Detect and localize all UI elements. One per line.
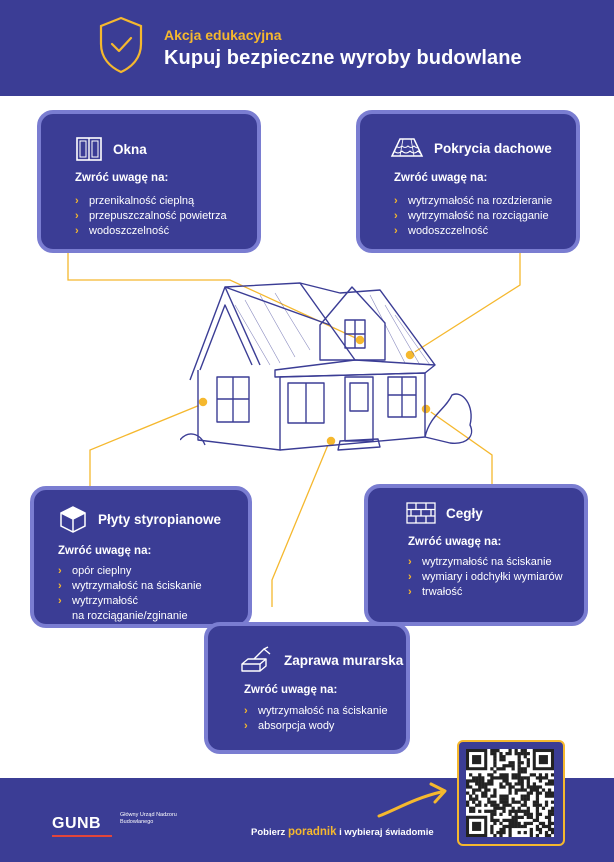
card-zaprawa-list (244, 704, 388, 734)
list-item: › przenikalność cieplną (75, 195, 195, 207)
list-item: › wytrzymałość na ściskanie (408, 556, 552, 568)
list-item: › opór cieplny (58, 565, 132, 577)
logo-underline (52, 835, 112, 837)
house-illustration (180, 265, 480, 475)
list-item: › wytrzymałość na ściskanie (58, 580, 202, 592)
foam-board-icon (58, 504, 88, 534)
chevron-right-icon: › (394, 210, 398, 222)
card-cegly (364, 484, 588, 626)
card-pokrycia-title: Pokrycia dachowe (434, 140, 552, 156)
list-item: › wytrzymałość na rozciąganie (394, 210, 549, 222)
bricks-icon (406, 502, 436, 524)
card-okna-subtitle: Zwróć uwagę na: (75, 172, 169, 184)
roof-tiles-icon (390, 136, 424, 160)
list-item: › wodoszczelność (394, 225, 489, 237)
chevron-right-icon: › (394, 225, 398, 237)
list-item: › przepuszczalność powietrza (75, 210, 227, 222)
chevron-right-icon: › (394, 195, 398, 207)
qr-code-icon[interactable] (466, 749, 554, 837)
chevron-right-icon: › (408, 586, 412, 598)
window-icon (75, 136, 103, 162)
list-item: › wytrzymałość na rozciąganie/zginanie (58, 595, 188, 622)
chevron-right-icon: › (408, 571, 412, 583)
card-zaprawa-title: Zaprawa murarska (284, 652, 404, 668)
chevron-right-icon: › (75, 195, 79, 207)
chevron-right-icon: › (58, 565, 62, 577)
card-okna-list (75, 194, 227, 239)
arrow-right-icon (375, 780, 455, 820)
card-plyty-title: Płyty styropianowe (98, 511, 222, 527)
card-pokrycia (356, 110, 580, 253)
chevron-right-icon: › (58, 595, 62, 607)
download-guide-cta[interactable]: Pobierz poradnik i wybieraj świadomie (251, 826, 434, 838)
card-pokrycia-subtitle: Zwróć uwagę na: (394, 172, 488, 184)
card-plyty-list (58, 564, 202, 624)
list-item: › wodoszczelność (75, 225, 170, 237)
gunb-logo-subtitle: Główny Urząd Nadzoru Budowlanego (120, 812, 177, 825)
list-item: › absorpcja wody (244, 720, 335, 732)
card-cegly-title: Cegły (446, 505, 483, 521)
card-plyty-subtitle: Zwróć uwagę na: (58, 545, 152, 557)
chevron-right-icon: › (75, 210, 79, 222)
list-item: › wytrzymałość na rozdzieranie (394, 195, 553, 207)
list-item: › wymiary i odchyłki wymiarów (408, 571, 563, 583)
list-item: › wytrzymałość na ściskanie (244, 705, 388, 717)
chevron-right-icon: › (75, 225, 79, 237)
chevron-right-icon: › (244, 720, 248, 732)
shield-check-icon (98, 16, 144, 74)
card-zaprawa-subtitle: Zwróć uwagę na: (244, 684, 338, 696)
header-banner (0, 0, 614, 96)
header-kicker: Akcja edukacyjna (164, 27, 282, 43)
card-plyty (30, 486, 252, 628)
card-okna-title: Okna (113, 141, 147, 157)
chevron-right-icon: › (58, 580, 62, 592)
chevron-right-icon: › (244, 705, 248, 717)
chevron-right-icon: › (408, 556, 412, 568)
gunb-logo[interactable]: GUNB (52, 815, 102, 832)
mortar-icon (240, 646, 274, 674)
list-item: › trwałość (408, 586, 463, 598)
card-zaprawa (204, 622, 410, 754)
card-cegly-list (408, 555, 563, 600)
page-title: Kupuj bezpieczne wyroby budowlane (164, 47, 522, 69)
card-cegly-subtitle: Zwróć uwagę na: (408, 536, 502, 548)
card-pokrycia-list (394, 194, 552, 239)
card-okna (37, 110, 261, 253)
